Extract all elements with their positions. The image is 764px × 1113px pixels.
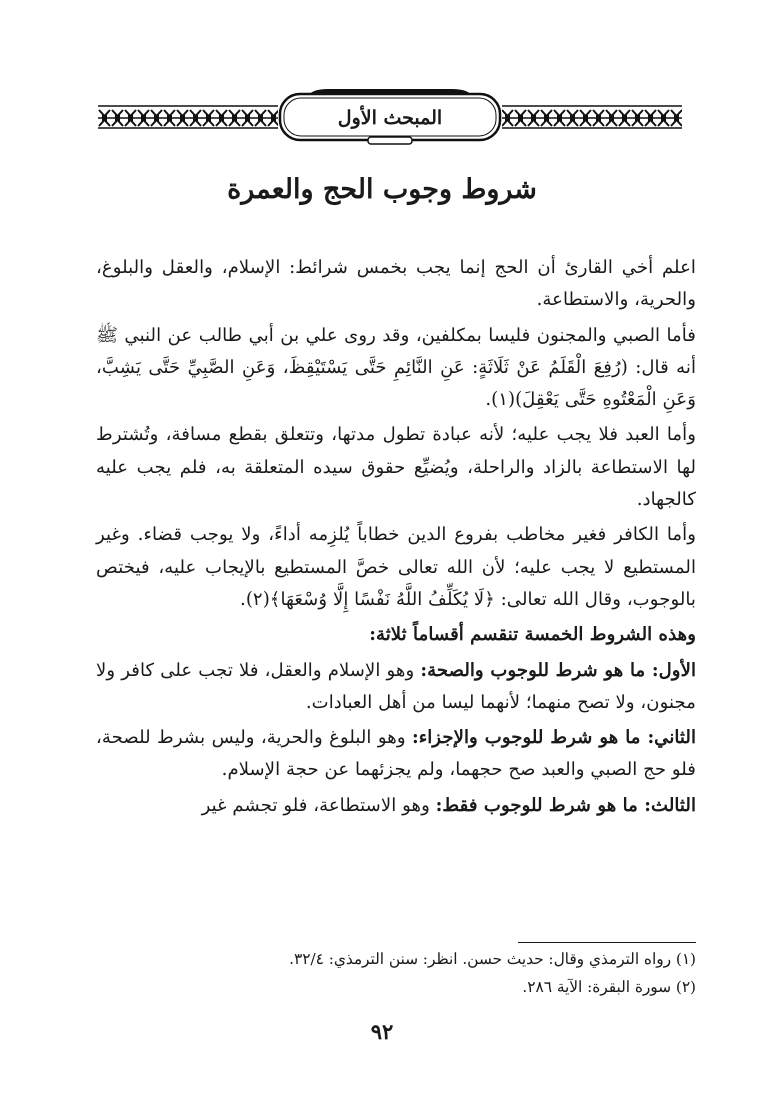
section-banner — [98, 88, 682, 148]
footnotes — [96, 945, 696, 1001]
paragraph-child-insane: فأما الصبي والمجنون فليسا بمكلفين، وقد روى علي بن أبي طالب عن النبي ﷺ أنه قال: (رُفِعَ الْقَلَمُ عَنْ ثَلَاثَةٍ: عَنِ النَّائِمِ حَتَّى يَسْتَيْقِظَ، وَعَنِ الصَّبِيِّ حَتَّى يَشِبَّ، وَعَنِ الْمَعْتُوهِ حَتَّى يَعْقِلَ)(١). — [96, 324, 696, 411]
paragraph-conditions-intro: اعلم أخي القارئ أن الحج إنما يجب بخمس شرائط: الإسلام، والعقل والبلوغ، والحرية، والاستطاعة. — [96, 257, 696, 311]
footnote-divider — [518, 942, 696, 943]
second-category-label: الثاني: ما هو شرط للوجوب والإجزاء: — [411, 727, 697, 749]
third-category-text: وهو الاستطاعة، فلو تجشم غير — [201, 794, 436, 816]
paragraph-disbeliever: وأما الكافر فغير مخاطب بفروع الدين خطاباً يُلزِمه أداءً، ولا يوجب قضاء. وغير المستطيع لا يجب عليه؛ لأن الله تعالى خصَّ المستطيع بالإيجاب عليه، فيختص بالوجوب، وقال الله تعالى: ﴿لَا يُكَلِّفُ اللَّهُ نَفْسًا إِلَّا وُسْعَهَا﴾(٢). — [96, 524, 696, 610]
footnote-2: (٢) سورة البقرة: الآية ٢٨٦. — [522, 978, 696, 996]
third-category-label: الثالث: ما هو شرط للوجوب فقط: — [435, 794, 696, 816]
first-category-text: وهو الإسلام والعقل، فلا تجب على كافر ولا مجنون، ولا تصح منهما؛ لأنهما ليسا من أهل العبادات. — [96, 659, 696, 713]
first-category-label: الأول: ما هو شرط للوجوب والصحة: — [420, 659, 696, 681]
paragraph-first-category — [96, 655, 696, 720]
paragraph-second-category — [96, 722, 696, 787]
second-category-text: وهو البلوغ والحرية، وليس بشرط للصحة، فلو حج الصبي والعبد صح حجهما، ولم يجزئهما عن حجة الإسلام. — [96, 727, 696, 781]
footnote-1: (١) رواه الترمذي وقال: حديث حسن. انظر: سنن الترمذي: ٣٢/٤. — [289, 950, 696, 968]
section-title: المبحث الأول — [337, 107, 443, 129]
page-number: ٩٢ — [370, 1019, 394, 1044]
paragraph-slave: وأما العبد فلا يجب عليه؛ لأنه عبادة تطول مدتها، وتتعلق بقطع مسافة، وتُشترط لها الاستطاعة بالزاد والراحلة، ويُضيِّع حقوق سيده المتعلقة به، فلم يجب عليه كالجهاد. — [96, 424, 696, 511]
body-text — [96, 252, 696, 822]
chapter-heading: شروط وجوب الحج والعمرة — [227, 174, 537, 205]
paragraph-three-categories: وهذه الشروط الخمسة تنقسم أقساماً ثلاثة: — [369, 624, 696, 646]
paragraph-third-category — [96, 790, 696, 822]
